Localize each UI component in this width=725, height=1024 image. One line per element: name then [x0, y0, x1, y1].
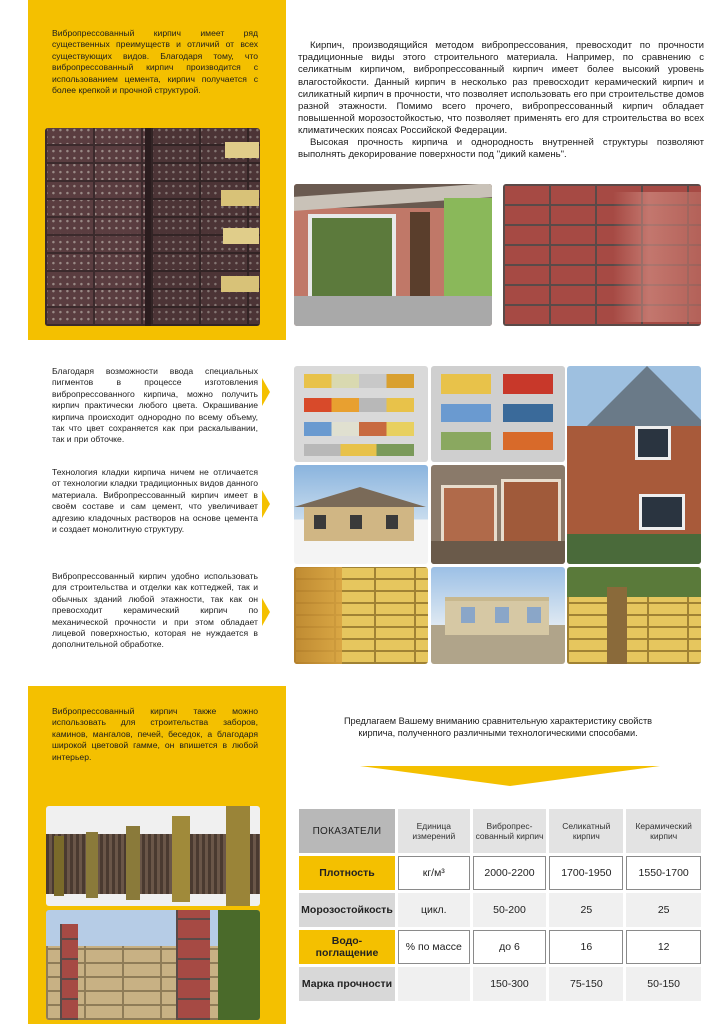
row-label: Марка прочности	[299, 967, 395, 1001]
row-value: до 6	[473, 930, 547, 964]
header-ceramic: Керамический кирпич	[626, 809, 701, 853]
pigment-paragraph: Благодаря возможности ввода специальных пигментов в процессе изготовления вибропрессованного кирпича, можно получить кирпич практически любого цвета. Окрашивание кирпича происходит однородно по всему объему, так что цвет сохраняется как при раскалывании, так и при обточке.	[52, 366, 258, 445]
construction-walls-photo	[431, 465, 565, 564]
masonry-paragraph: Технология кладки кирпича ничем не отличается от технологии кладки традиционных видов данного материала. Вибропрессованный кирпич имеет в своём составе и сам цемент, что увеличивает адгезию кладочных растворов на основе цемента и создает монолитную структуру.	[52, 467, 258, 535]
row-label: Плотность	[299, 856, 395, 890]
header-unit: Единица измерений	[398, 809, 470, 853]
table-row	[299, 967, 701, 1001]
cottage-snow-photo	[294, 465, 428, 564]
header-silicate: Селикатный кирпич	[549, 809, 623, 853]
row-value: 12	[626, 930, 701, 964]
row-unit	[398, 967, 470, 1001]
two-storey-house-photo	[567, 366, 701, 564]
comparison-table	[296, 806, 704, 1004]
row-value: 1700-1950	[549, 856, 623, 890]
yellow-brick-wall-photo	[294, 567, 428, 664]
row-label: Водо-поглащение	[299, 930, 395, 964]
intro-paragraph: Вибропрессованный кирпич имеет ряд существенных преимуществ и отличий от всех существующих видов. Благодаря тому, что вибропрессованный кирпич производится с использованием цемента, кирпич получается с более крепкой и прочной структурой.	[52, 28, 258, 96]
row-value: 50-200	[473, 893, 547, 927]
arrow-marker	[262, 598, 270, 626]
row-value: 150-300	[473, 967, 547, 1001]
wild-stone-fence-photo	[46, 910, 260, 1020]
building-frame-photo	[431, 567, 565, 664]
fence-paragraph: Вибропрессованный кирпич также можно использовать для строительства заборов, каминов, мангалов, печей, беседок, а благодаря широкой цветовой гамме, он впишется в любой интерьер.	[52, 706, 258, 762]
row-unit: % по массе	[398, 930, 470, 964]
header-indicators: ПОКАЗАТЕЛИ	[299, 809, 395, 853]
row-value: 1550-1700	[626, 856, 701, 890]
wild-stone-paragraph: Высокая прочность кирпича и однородность внутренней структуры позволяют выполнять декорирование поверхности под "дикий камень".	[298, 137, 704, 161]
row-unit: цикл.	[398, 893, 470, 927]
arrow-marker	[262, 490, 270, 518]
wild-stone-wall-photo	[503, 184, 701, 326]
compare-intro: Предлагаем Вашему вниманию сравнительную характеристику свойств кирпича, полученного различными технологическими способами.	[343, 716, 653, 738]
row-value: 75-150	[549, 967, 623, 1001]
row-value: 50-150	[626, 967, 701, 1001]
down-chevron	[360, 766, 660, 786]
color-bricks-shelf-photo	[294, 366, 428, 462]
brick-fence-corner-photo	[567, 567, 701, 664]
strength-paragraph: Кирпич, производящийся методом вибропрессования, превосходит по прочности традиционные виды этого строительного материала. Например, по сравнению с селикатным кирпичом, вибропрессованный кирпич имеет более высокий уровень влагостойкости. Данный кирпич в несколько раз превосходит керамический кирпич и силикатный кирпич в прочности, что позволяет использовать его при строительстве домов разной этажности. Помимо всего прочего, вибропрессованный кирпич обладает повышенной морозостойкостью, что позволяет применять его для строительства во всех климатических поясах Российской Федерации.	[298, 40, 704, 137]
table-header-row	[299, 809, 701, 853]
usage-paragraph: Вибропрессованный кирпич удобно использовать для строительства и отделки как коттеджей, так и обычных зданий любой этажности, так как он превосходит керамический кирпич по механической прочности и при этом обладает лицевой поверхностью, которая не нуждается в дополнительной обработке.	[52, 571, 258, 650]
arrow-marker	[262, 378, 270, 406]
table-row	[299, 930, 701, 964]
table-row	[299, 893, 701, 927]
row-value: 25	[549, 893, 623, 927]
row-unit: кг/м³	[398, 856, 470, 890]
brick-corner-photo	[45, 128, 260, 326]
row-label: Морозостойкость	[299, 893, 395, 927]
row-value: 25	[626, 893, 701, 927]
row-value: 16	[549, 930, 623, 964]
row-value: 2000-2200	[473, 856, 547, 890]
header-vibro: Вибропрес-сованный кирпич	[473, 809, 547, 853]
house-window-photo	[294, 184, 492, 326]
color-bricks-display-photo	[431, 366, 565, 462]
table-row	[299, 856, 701, 890]
fence-pillars-photo	[46, 806, 260, 906]
